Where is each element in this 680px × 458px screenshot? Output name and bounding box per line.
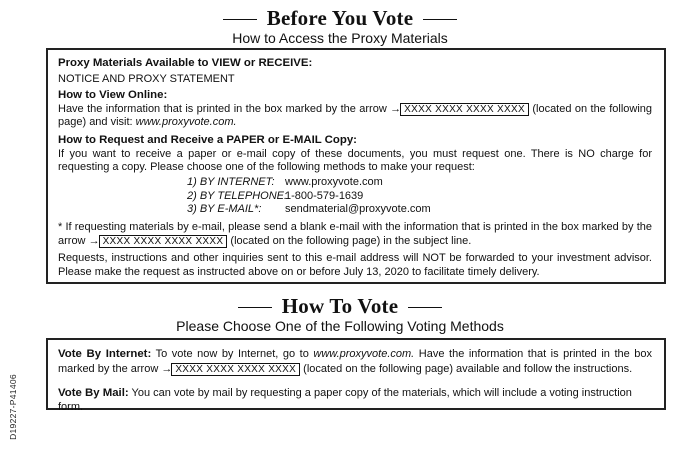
vote-internet-url[interactable]: www.proxyvote.com. (313, 348, 415, 360)
vote-by-mail: Vote By Mail: You can vote by mail by requesting a paper copy of the materials, which will include a voting instruction form. (58, 387, 632, 413)
vote-methods-box (46, 338, 666, 413)
materials-list: NOTICE AND PROXY STATEMENT (58, 72, 235, 85)
vote-internet-label: Vote By Internet: (58, 348, 152, 360)
heading-request-copy: How to Request and Receive a PAPER or E-MAIL Copy: (58, 133, 357, 146)
how-to-vote-heading: How To Vote (281, 294, 399, 318)
arrow-icon: → (161, 363, 172, 375)
deadline-text: Requests, instructions and other inquiries sent to this e-mail address will NOT be forwarded to your investment advisor. Please make the request as instructed above on or before July 13, 2020 to facilitate timely delivery. (58, 252, 652, 278)
before-you-vote-heading: Before You Vote (266, 6, 414, 30)
arrow-icon: → (390, 102, 401, 115)
request-text: If you want to receive a paper or e-mail copy of these documents, you must request one. There is NO charge for requesting a copy. Please choose one of the following methods to make your request: (58, 147, 652, 174)
view-online-text: Have the information that is printed in the box marked by the arrow → XXXX XXXX XXXX XXXX (located on the following page) and visit: www.proxyvote.com. (58, 102, 652, 129)
request-methods (187, 176, 431, 217)
view-online-url[interactable]: www.proxyvote.com. (135, 116, 237, 129)
heading-available: Proxy Materials Available to VIEW or RECEIVE: (58, 57, 313, 69)
document-code: D19227-P41406 (8, 374, 18, 440)
vote-mail-label: Vote By Mail: (58, 387, 129, 399)
control-number-box: XXXX XXXX XXXX XXXX (99, 235, 228, 248)
proxy-materials-box (46, 48, 666, 284)
section-title-before-you-vote (0, 6, 680, 31)
arrow-icon: → (88, 234, 99, 247)
title-rule-left (238, 307, 272, 308)
heading-view-online: How to View Online: (58, 89, 168, 102)
title-rule-right (423, 19, 457, 20)
method-email-value[interactable]: sendmaterial@proxyvote.com (285, 203, 431, 216)
method-internet: 1) BY INTERNET: www.proxyvote.com (187, 176, 383, 188)
title-rule-left (223, 19, 257, 20)
control-number-box: XXXX XXXX XXXX XXXX (400, 103, 529, 116)
control-number-box: XXXX XXXX XXXX XXXX (171, 363, 300, 376)
section-subtitle-access: How to Access the Proxy Materials (232, 30, 448, 46)
email-note: * If requesting materials by e-mail, please send a blank e-mail with the information that is printed in the box marked by the arrow → XXXX XXXX XXXX XXXX (located on the following page) in the subject line. (58, 221, 652, 247)
method-telephone-value[interactable]: 1-800-579-1639 (285, 189, 364, 202)
section-title-how-to-vote (0, 294, 680, 319)
method-email: 3) BY E-MAIL*: sendmaterial@proxyvote.com (187, 203, 431, 216)
method-internet-value[interactable]: www.proxyvote.com (285, 176, 383, 188)
method-telephone: 2) BY TELEPHONE:1-800-579-1639 (187, 189, 364, 202)
vote-by-internet: Vote By Internet: To vote now by Internet, go to www.proxyvote.com. Have the information that is printed in the box marked by the arrow → XXXX XXXX XXXX XXXX (located on the following page) available and follow the instructions. (58, 348, 653, 375)
section-subtitle-methods: Please Choose One of the Following Voting Methods (176, 318, 504, 334)
title-rule-right (408, 307, 442, 308)
